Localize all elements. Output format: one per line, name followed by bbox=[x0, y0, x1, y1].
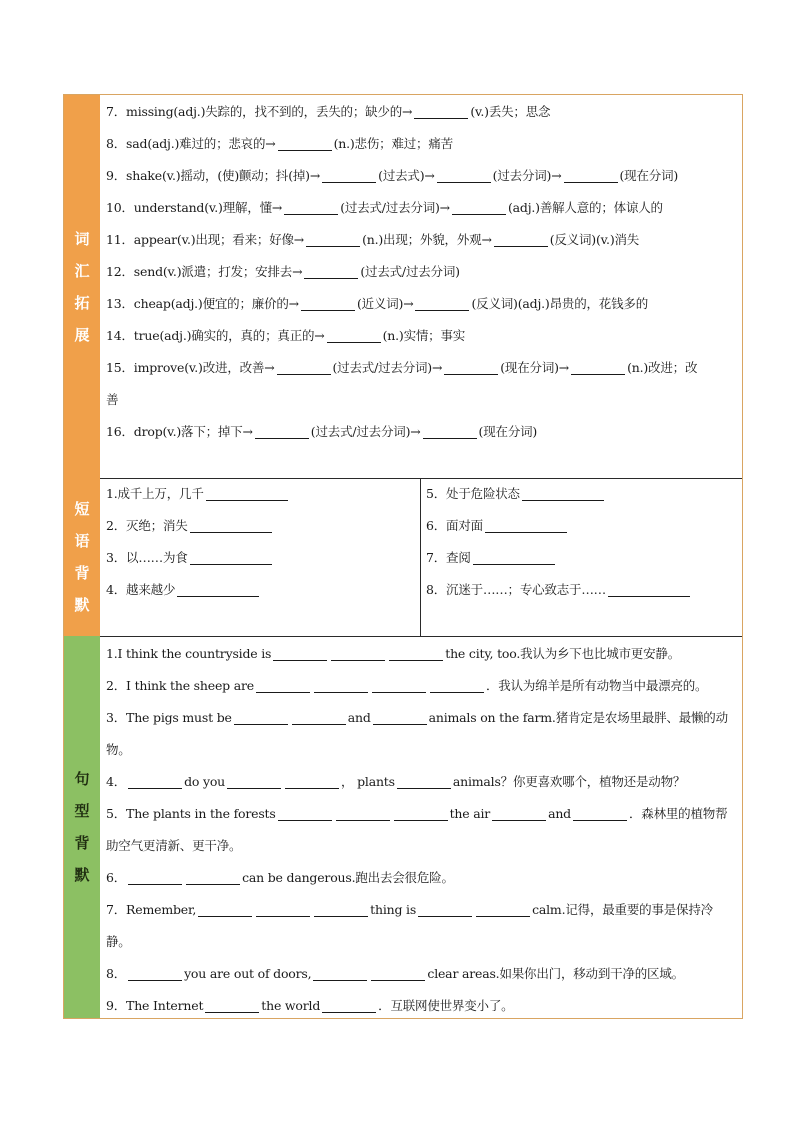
phrase-item: 7．查阅 bbox=[426, 542, 738, 574]
sentence-line-7-cont: 静。 bbox=[106, 934, 131, 949]
answer-blank[interactable] bbox=[256, 680, 310, 693]
phrase-item: 5．处于危险状态 bbox=[426, 478, 738, 510]
answer-blank[interactable] bbox=[306, 234, 360, 247]
phrase-list-right bbox=[426, 478, 738, 606]
answer-blank[interactable] bbox=[389, 648, 443, 661]
answer-blank[interactable] bbox=[418, 904, 472, 917]
vocab-line-11: 11．appear(v.)出现；看来；好像→ (n.)出现；外貌，外观→ (反义词)(v.)消失 bbox=[106, 232, 640, 247]
phrase-item: 6．面对面 bbox=[426, 510, 738, 542]
phrase-item: 8．沉迷于……；专心致志于…… bbox=[426, 574, 738, 606]
answer-blank[interactable] bbox=[371, 968, 425, 981]
answer-blank[interactable] bbox=[301, 298, 355, 311]
answer-blank[interactable] bbox=[452, 202, 506, 215]
answer-blank[interactable] bbox=[397, 776, 451, 789]
answer-blank[interactable] bbox=[372, 680, 426, 693]
sentence-line-5-cont: 助空气更清新、更干净。 bbox=[106, 838, 242, 853]
answer-blank[interactable] bbox=[234, 712, 288, 725]
answer-blank[interactable] bbox=[415, 298, 469, 311]
answer-blank[interactable] bbox=[573, 808, 627, 821]
answer-blank[interactable] bbox=[128, 872, 182, 885]
sentence-line-1: 1.I think the countryside is the city, too.我认为乡下也比城市更安静。 bbox=[106, 646, 680, 661]
answer-blank[interactable] bbox=[394, 808, 448, 821]
answer-blank[interactable] bbox=[206, 488, 288, 501]
phrase-item: 4．越来越少 bbox=[106, 574, 416, 606]
answer-blank[interactable] bbox=[608, 584, 690, 597]
answer-blank[interactable] bbox=[571, 362, 625, 375]
answer-blank[interactable] bbox=[314, 680, 368, 693]
answer-blank[interactable] bbox=[128, 968, 182, 981]
answer-blank[interactable] bbox=[190, 552, 272, 565]
answer-blank[interactable] bbox=[205, 1000, 259, 1013]
vocab-line-7: 7．missing(adj.)失踪的，找不到的，丢失的；缺少的→ (v.)丢失；思念 bbox=[106, 104, 551, 119]
answer-blank[interactable] bbox=[128, 776, 182, 789]
answer-blank[interactable] bbox=[177, 584, 259, 597]
answer-blank[interactable] bbox=[284, 202, 338, 215]
sentence-line-8: 8． you are out of doors, clear areas.如果你出门，移动到干净的区域。 bbox=[106, 966, 684, 981]
vocab-line-15: 15．improve(v.)改进，改善→ (过去式/过去分词)→ (现在分词)→ (n.)改进；改 bbox=[106, 360, 698, 375]
answer-blank[interactable] bbox=[564, 170, 618, 183]
sentence-line-6: 6． can be dangerous.跑出去会很危险。 bbox=[106, 870, 454, 885]
sentence-line-3: 3．The pigs must be and animals on the farm.猪肯定是农场里最胖、最懒的动 bbox=[106, 710, 728, 725]
answer-blank[interactable] bbox=[522, 488, 604, 501]
vocab-list bbox=[106, 96, 738, 448]
answer-blank[interactable] bbox=[336, 808, 390, 821]
answer-blank[interactable] bbox=[327, 330, 381, 343]
answer-blank[interactable] bbox=[485, 520, 567, 533]
answer-blank[interactable] bbox=[444, 362, 498, 375]
sentence-line-3-cont: 物。 bbox=[106, 742, 131, 757]
answer-blank[interactable] bbox=[473, 552, 555, 565]
vocab-line-13: 13．cheap(adj.)便宜的；廉价的→ (近义词)→ (反义词)(adj.)昂贵的，花钱多的 bbox=[106, 296, 648, 311]
divider-2 bbox=[100, 636, 742, 637]
worksheet-frame bbox=[63, 94, 743, 1019]
answer-blank[interactable] bbox=[304, 266, 358, 279]
vocab-line-8: 8．sad(adj.)难过的；悲哀的→ (n.)悲伤；难过；痛苦 bbox=[106, 136, 453, 151]
vocab-line-16: 16．drop(v.)落下；掉下→ (过去式/过去分词)→ (现在分词) bbox=[106, 424, 538, 439]
section-sentence-label: 句 型 背 默 bbox=[64, 636, 100, 1018]
phrase-item: 1.成千上万，几千 bbox=[106, 478, 416, 510]
answer-blank[interactable] bbox=[423, 426, 477, 439]
answer-blank[interactable] bbox=[437, 170, 491, 183]
answer-blank[interactable] bbox=[313, 968, 367, 981]
sentence-line-9: 9．The Internet the world ．互联网使世界变小了。 bbox=[106, 998, 514, 1013]
sentence-line-5: 5．The plants in the forests the air and ．森林里的植物帮 bbox=[106, 806, 728, 821]
vocab-line-15-cont: 善 bbox=[106, 392, 119, 407]
answer-blank[interactable] bbox=[278, 138, 332, 151]
sentence-list bbox=[106, 638, 738, 1022]
answer-blank[interactable] bbox=[278, 808, 332, 821]
answer-blank[interactable] bbox=[186, 872, 240, 885]
answer-blank[interactable] bbox=[430, 680, 484, 693]
answer-blank[interactable] bbox=[331, 648, 385, 661]
vocab-line-12: 12．send(v.)派遣；打发；安排去→ (过去式/过去分词) bbox=[106, 264, 460, 279]
sentence-line-7: 7．Remember, thing is calm.记得，最重要的事是保持冷 bbox=[106, 902, 713, 917]
answer-blank[interactable] bbox=[277, 362, 331, 375]
sentence-line-4: 4． do you ， plants animals？你更喜欢哪个，植物还是动物？ bbox=[106, 774, 686, 789]
phrase-item: 3．以……为食 bbox=[106, 542, 416, 574]
answer-blank[interactable] bbox=[494, 234, 548, 247]
answer-blank[interactable] bbox=[373, 712, 427, 725]
answer-blank[interactable] bbox=[190, 520, 272, 533]
answer-blank[interactable] bbox=[322, 170, 376, 183]
answer-blank[interactable] bbox=[285, 776, 339, 789]
answer-blank[interactable] bbox=[227, 776, 281, 789]
section-vocab-label: 词 汇 拓 展 bbox=[64, 95, 100, 478]
answer-blank[interactable] bbox=[492, 808, 546, 821]
phrase-item: 2．灭绝；消失 bbox=[106, 510, 416, 542]
answer-blank[interactable] bbox=[322, 1000, 376, 1013]
answer-blank[interactable] bbox=[292, 712, 346, 725]
phrase-column-divider bbox=[420, 478, 421, 636]
vocab-line-14: 14．true(adj.)确实的，真的；真正的→ (n.)实情；事实 bbox=[106, 328, 466, 343]
answer-blank[interactable] bbox=[314, 904, 368, 917]
sentence-line-2: 2．I think the sheep are ．我认为绵羊是所有动物当中最漂亮的。 bbox=[106, 678, 708, 693]
vocab-line-10: 10．understand(v.)理解，懂→ (过去式/过去分词)→ (adj.)善解人意的；体谅人的 bbox=[106, 200, 663, 215]
answer-blank[interactable] bbox=[256, 904, 310, 917]
answer-blank[interactable] bbox=[273, 648, 327, 661]
section-phrase-label: 短 语 背 默 bbox=[64, 478, 100, 636]
answer-blank[interactable] bbox=[414, 106, 468, 119]
answer-blank[interactable] bbox=[476, 904, 530, 917]
vocab-line-9: 9．shake(v.)摇动，(使)颤动；抖(掉)→ (过去式)→ (过去分词)→ (现在分词) bbox=[106, 168, 679, 183]
answer-blank[interactable] bbox=[255, 426, 309, 439]
answer-blank[interactable] bbox=[198, 904, 252, 917]
phrase-list-left bbox=[106, 478, 416, 606]
